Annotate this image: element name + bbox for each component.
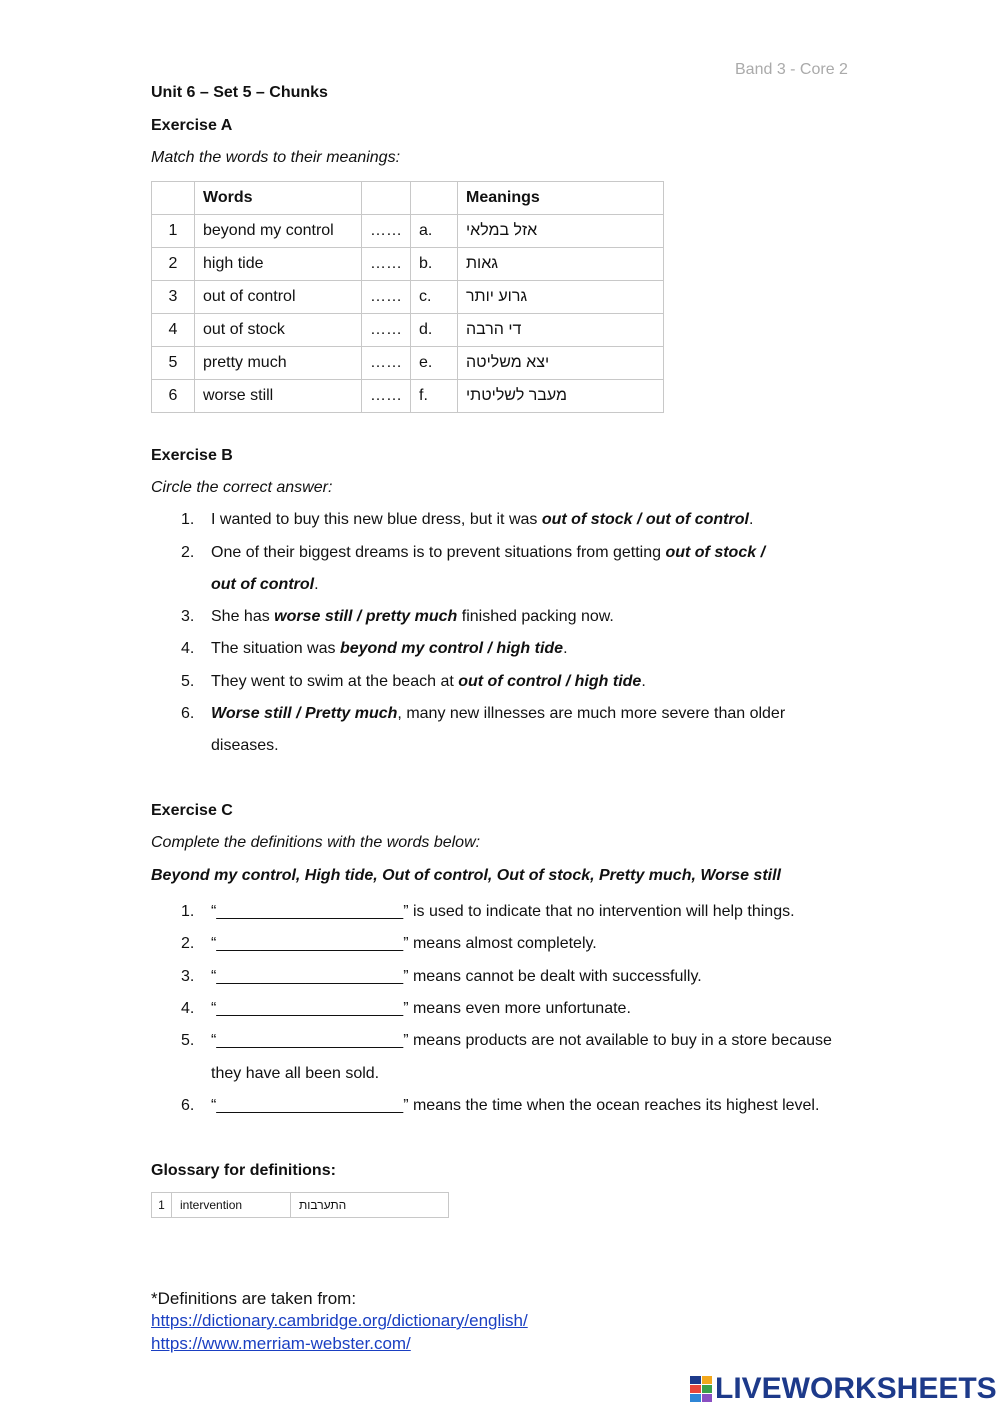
item-text: is used to indicate that no intervention will help things. (408, 903, 795, 920)
table-row (152, 281, 664, 314)
liveworksheets-logo-icon (690, 1376, 712, 1402)
glossary-title: Glossary for definitions: (151, 1162, 336, 1179)
table-header-row (152, 182, 664, 215)
match-table (151, 181, 664, 413)
row-meaning: גרוע יותר (458, 281, 664, 314)
table-row (152, 380, 664, 413)
answer-choice[interactable]: worse still / pretty much (274, 608, 458, 625)
item-number: 6. (181, 705, 195, 722)
answer-choice[interactable]: Worse still / Pretty much (211, 705, 398, 722)
exercise-c-instruction: Complete the definitions with the words below: (151, 834, 481, 851)
item-text: She has (211, 608, 275, 625)
item-number: 3. (181, 968, 195, 985)
row-word: beyond my control (195, 215, 362, 248)
row-letter: c. (411, 281, 458, 314)
row-letter: b. (411, 248, 458, 281)
glossary-meaning: התערבות (291, 1193, 449, 1218)
table-row (152, 1193, 449, 1218)
answer-blank[interactable]: …… (362, 248, 411, 281)
answer-choice[interactable]: out of stock / (665, 544, 766, 561)
exercise-b-title: Exercise B (151, 447, 233, 464)
item-text: finished packing now. (457, 608, 614, 625)
answer-blank[interactable]: …… (362, 314, 411, 347)
item-number: 2. (181, 544, 195, 561)
item-text: means cannot be dealt with successfully. (408, 968, 702, 985)
item-text: They went to swim at the beach at (211, 673, 459, 690)
answer-blank[interactable]: …… (362, 215, 411, 248)
glossary-table (151, 1192, 449, 1218)
fill-blank[interactable]: “_____________________” (211, 968, 409, 985)
liveworksheets-logo[interactable] (690, 1372, 997, 1406)
item-number: 4. (181, 1000, 195, 1017)
item-text: The situation was (211, 640, 340, 657)
fill-blank[interactable]: “_____________________” (211, 903, 409, 920)
item-number: 1. (181, 903, 195, 920)
header-meanings: Meanings (458, 182, 664, 215)
exercise-a-instruction: Match the words to their meanings: (151, 149, 401, 166)
row-word: out of stock (195, 314, 362, 347)
exercise-c-title: Exercise C (151, 802, 233, 819)
answer-blank[interactable]: …… (362, 281, 411, 314)
item-text: One of their biggest dreams is to prevent situations from getting (211, 544, 666, 561)
item-number: 5. (181, 1032, 195, 1049)
fill-blank[interactable]: “_____________________” (211, 1000, 409, 1017)
row-meaning: גאות (458, 248, 664, 281)
item-text: . (563, 640, 568, 657)
item-text: . (641, 673, 646, 690)
row-number: 5 (152, 347, 195, 380)
item-text: . (748, 511, 754, 528)
table-row (152, 215, 664, 248)
fill-blank[interactable]: “_____________________” (211, 935, 409, 952)
row-meaning: אזל במלאי (458, 215, 664, 248)
row-word: high tide (195, 248, 362, 281)
answer-choice[interactable]: beyond my control / high tide (339, 640, 564, 657)
answer-blank[interactable]: …… (362, 347, 411, 380)
item-number: 4. (181, 640, 195, 657)
merriam-webster-link[interactable]: https://www.merriam-webster.com/ (151, 1334, 411, 1353)
table-row (152, 314, 664, 347)
answer-blank[interactable]: …… (362, 380, 411, 413)
sources-label: *Definitions are taken from: (151, 1289, 357, 1308)
item-number: 6. (181, 1097, 195, 1114)
header-cell (411, 182, 458, 215)
row-word: worse still (195, 380, 362, 413)
item-number: 1. (181, 511, 195, 528)
fill-blank[interactable]: “_____________________” (211, 1097, 409, 1114)
header-cell (362, 182, 411, 215)
item-text: I wanted to buy this new blue dress, but it was (211, 511, 542, 528)
item-number: 5. (181, 673, 195, 690)
item-text: means almost completely. (408, 935, 597, 952)
row-number: 6 (152, 380, 195, 413)
item-text: means the time when the ocean reaches its highest level. (408, 1097, 820, 1114)
answer-choice[interactable]: out of control / high tide (458, 673, 642, 690)
item-number: 2. (181, 935, 195, 952)
row-meaning: יצא משליטה (458, 347, 664, 380)
glossary-word: intervention (172, 1193, 291, 1218)
word-bank: Beyond my control, High tide, Out of control, Out of stock, Pretty much, Worse still (151, 867, 781, 884)
row-number: 2 (152, 248, 195, 281)
item-text: . (314, 576, 319, 593)
answer-choice[interactable]: out of control (211, 576, 315, 593)
answer-choice[interactable]: out of stock / out of control (541, 511, 749, 528)
item-text: means products are not available to buy in a store because (408, 1032, 832, 1049)
item-text: , many new illnesses are much more severe than older (397, 705, 786, 722)
fill-blank[interactable]: “_____________________” (211, 1032, 409, 1049)
cambridge-link[interactable]: https://dictionary.cambridge.org/dictionary/english/ (151, 1311, 528, 1330)
header-words: Words (195, 182, 362, 215)
page-title: Unit 6 – Set 5 – Chunks (151, 84, 328, 101)
item-text: means even more unfortunate. (408, 1000, 631, 1017)
row-letter: a. (411, 215, 458, 248)
row-word: out of control (195, 281, 362, 314)
row-meaning: מעבר לשליטתי (458, 380, 664, 413)
header-cell (152, 182, 195, 215)
row-number: 1 (152, 215, 195, 248)
item-text: they have all been sold. (211, 1065, 380, 1082)
logo-text: LIVEWORKSHEETS (715, 1372, 997, 1405)
exercise-a-title: Exercise A (151, 117, 233, 134)
item-text: diseases. (211, 737, 279, 754)
glossary-number: 1 (152, 1193, 172, 1218)
band-label: Band 3 - Core 2 (735, 61, 848, 78)
table-row (152, 347, 664, 380)
table-row (152, 248, 664, 281)
row-letter: f. (411, 380, 458, 413)
item-number: 3. (181, 608, 195, 625)
row-letter: d. (411, 314, 458, 347)
row-number: 3 (152, 281, 195, 314)
exercise-b-instruction: Circle the correct answer: (151, 479, 333, 496)
row-meaning: די הרבה (458, 314, 664, 347)
row-letter: e. (411, 347, 458, 380)
row-number: 4 (152, 314, 195, 347)
row-word: pretty much (195, 347, 362, 380)
